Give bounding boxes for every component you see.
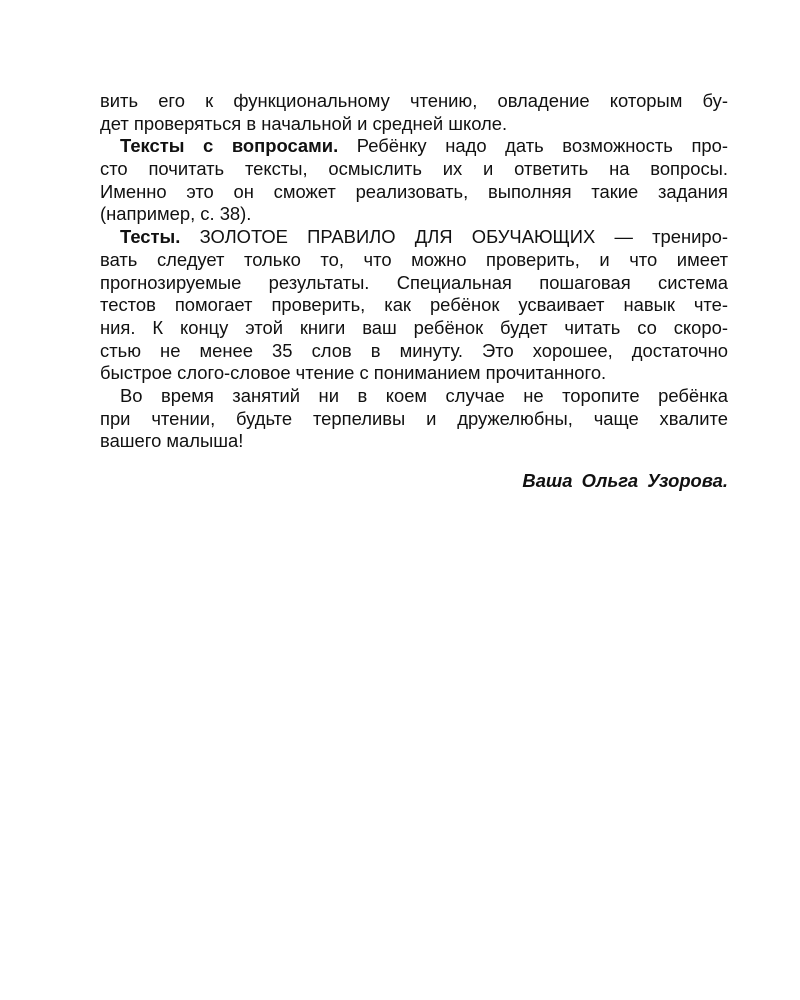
paragraph-closing: [100, 385, 728, 453]
text-line: прогнозируемые результаты. Специальная пошаговая система: [100, 271, 728, 293]
text-line: при чтении, будьте терпеливы и дружелюбны, чаще хвалите: [100, 407, 728, 429]
text-line: [100, 226, 728, 249]
text-line: (например, с. 38).: [100, 203, 252, 225]
text-line: вашего малыша!: [100, 430, 244, 452]
text-line: вить его к функциональному чтению, овладение которым бу-: [100, 90, 728, 111]
text-line: ния. К концу этой книги ваш ребёнок будет читать со скоро-: [100, 316, 728, 338]
paragraph-texts-with-questions: [100, 135, 728, 226]
text-line: стью не менее 35 слов в минуту. Это хорошее, достаточно: [100, 339, 728, 361]
text-line: [100, 135, 728, 158]
author-signature: Ваша Ольга Узорова.: [522, 470, 728, 491]
text-line: быстрое слого-словое чтение с пониманием прочитанного.: [100, 362, 607, 384]
text-line: сто почитать тексты, осмыслить их и ответить на вопросы.: [100, 158, 728, 180]
text-line: тестов помогает проверить, как ребёнок усваивает навык чте-: [100, 294, 728, 316]
text-run: Ребёнку надо дать возможность про-: [338, 135, 728, 157]
page-body: [100, 90, 728, 453]
text-line: Во время занятий ни в коем случае не торопите ребёнка: [120, 384, 728, 406]
paragraph-lead: Тексты с вопросами.: [120, 135, 339, 157]
text-line: вать следует только то, что можно проверить, и что имеет: [100, 248, 728, 270]
text-run: ЗОЛОТОЕ ПРАВИЛО ДЛЯ ОБУЧАЮЩИХ — трениро-: [180, 226, 728, 248]
paragraph-lead: Тесты.: [120, 226, 181, 248]
paragraph-tests: [100, 226, 728, 385]
text-line: дет проверяться в начальной и средней школе.: [100, 112, 508, 134]
text-line: Именно это он сможет реализовать, выполняя такие задания: [100, 180, 728, 202]
paragraph-intro: [100, 90, 728, 135]
